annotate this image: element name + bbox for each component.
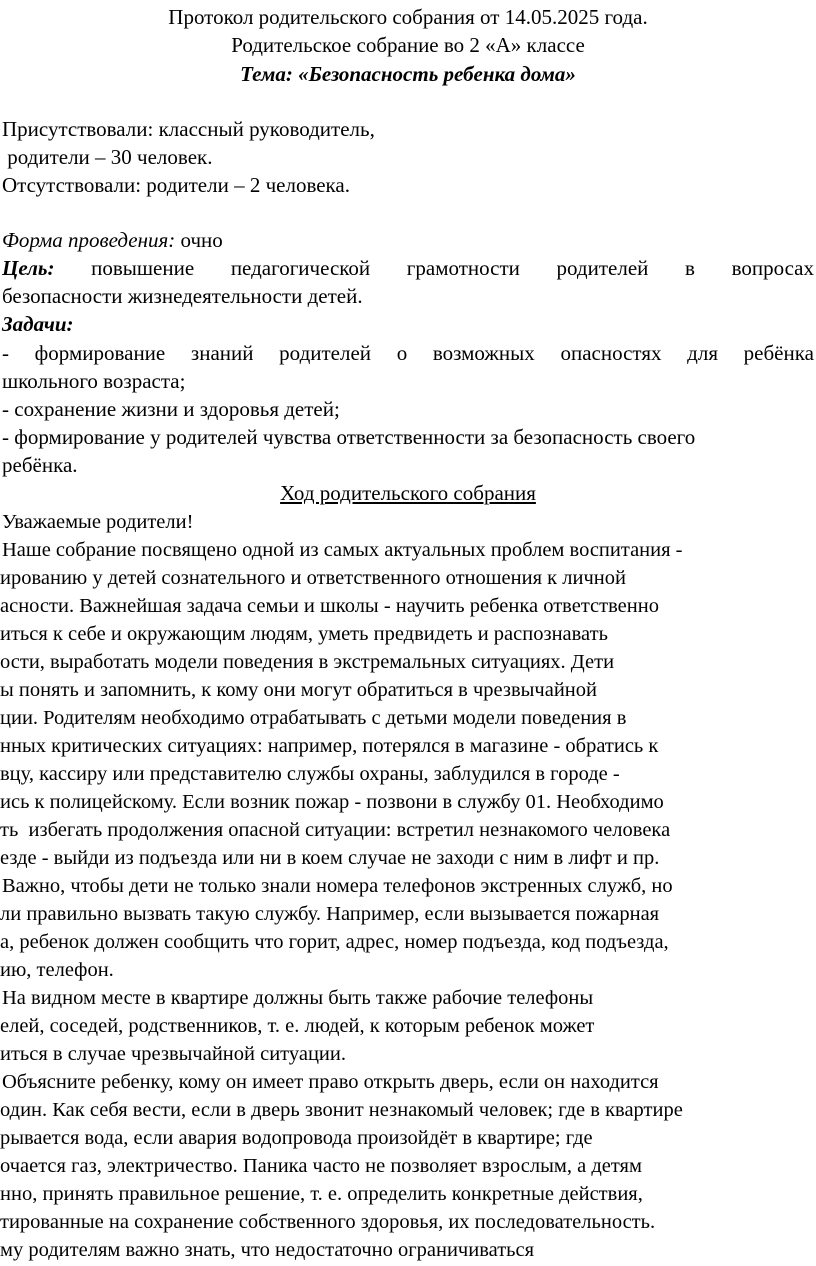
body-line: иться в случае чрезвычайной ситуации. [0, 1043, 346, 1065]
task-word: знаний [190, 341, 254, 365]
body-line: нных критических ситуациях: например, потерялся в магазине - обратись к [0, 735, 659, 757]
task-word: - [2, 341, 9, 365]
task-word: ребёнка [743, 341, 814, 365]
body-line: ись к полицейскому. Если возник пожар - позвони в службу 01. Необходимо [0, 791, 664, 813]
section-title: Ход родительского собрания [280, 481, 536, 505]
form-value: очно [175, 228, 223, 252]
goal-word: родителей [556, 256, 649, 280]
form-label: Форма проведения: [2, 228, 176, 252]
goal-word: в [685, 256, 695, 280]
meeting-theme: Тема: «Безопасность ребенка дома» [240, 62, 576, 86]
body-line: ию, телефон. [0, 959, 114, 981]
body-line: нно, принять правильное решение, т. е. определить конкретные действия, [0, 1183, 643, 1205]
goal-word: повышение [91, 256, 195, 280]
body-line: Наше собрание посвящено одной из самых актуальных проблем воспитания - [2, 539, 683, 561]
task-word: родителей [279, 341, 372, 365]
goal-line-2: безопасности жизнедеятельности детей. [2, 284, 363, 308]
task-1-line-2: школьного возраста; [2, 369, 186, 393]
body-line: а, ребенок должен сообщить что горит, адрес, номер подъезда, код подъезда, [0, 931, 669, 953]
absent-line: Отсутствовали: родители – 2 человека. [2, 173, 351, 197]
task-word: формирование [34, 341, 166, 365]
body-line: ли правильно вызвать такую службу. Например, если вызывается пожарная [0, 903, 660, 925]
body-line: На видном месте в квартире должны быть также рабочие телефоны [2, 987, 594, 1009]
body-line: елей, соседей, родственников, т. е. людей, к которым ребенок может [0, 1015, 595, 1037]
body-line: очается газ, электричество. Паника часто не позволяет взрослым, а детям [0, 1155, 642, 1177]
body-line: Уважаемые родители! [2, 511, 194, 533]
body-line: вцу, кассиру или представителю службы охраны, заблудился в городе - [0, 763, 620, 785]
goal-line-1 [2, 255, 814, 281]
body-line: езде - выйди из подъезда или ни в коем случае не заходи с ним в лифт и пр. [0, 847, 660, 869]
task-word: опасностях [560, 341, 662, 365]
body-line: ости, выработать модели поведения в экстремальных ситуациях. Дети [0, 651, 615, 673]
body-line: Объясните ребенку, кому он имеет право открыть дверь, если он находится [2, 1071, 659, 1093]
form-line [2, 227, 223, 253]
meeting-subtitle: Родительское собрание во 2 «А» классе [231, 33, 585, 57]
body-line: рывается вода, если авария водопровода произойдёт в квартире; где [0, 1127, 593, 1149]
present-line-2: родители – 30 человек. [2, 145, 213, 169]
task-word: о [396, 341, 408, 365]
goal-word: грамотности [406, 256, 520, 280]
body-line: один. Как себя вести, если в дверь звонит незнакомый человек; где в квартире [0, 1099, 683, 1121]
body-line: асности. Важнейшая задача семьи и школы - научить ребенка ответственно [0, 595, 659, 617]
goal-word: педагогической [230, 256, 371, 280]
body-line: ть избегать продолжения опасной ситуации: встретил незнакомого человека [0, 819, 671, 841]
protocol-title: Протокол родительского собрания от 14.05.2025 года. [168, 5, 648, 29]
body-line: ы понять и запомнить, к кому они могут обратиться в чрезвычайной [0, 679, 597, 701]
task-word: для [687, 341, 718, 365]
task-word: возможных [432, 341, 535, 365]
task-3-line-1: - формирование у родителей чувства ответственности за безопасность своего [2, 425, 696, 449]
goal-label: Цель: [2, 256, 55, 280]
body-line: ированию у детей сознательного и ответственного отношения к личной [0, 567, 626, 589]
body-line: иться к себе и окружающим людям, уметь предвидеть и распознавать [0, 623, 608, 645]
body-line: Важно, чтобы дети не только знали номера телефонов экстренных служб, но [2, 875, 673, 897]
body-line: му родителям важно знать, что недостаточно ограничиваться [0, 1239, 535, 1261]
task-2: - сохранение жизни и здоровья детей; [2, 397, 340, 421]
task-3-line-2: ребёнка. [2, 453, 78, 477]
body-line: тированные на сохранение собственного здоровья, их последовательность. [0, 1211, 656, 1233]
goal-word: вопросах [731, 256, 814, 280]
task-1-line-1 [2, 340, 814, 366]
tasks-label: Задачи: [2, 312, 74, 336]
present-line-1: Присутствовали: классный руководитель, [2, 117, 375, 141]
body-line: ции. Родителям необходимо отрабатывать с детьми модели поведения в [0, 707, 627, 729]
